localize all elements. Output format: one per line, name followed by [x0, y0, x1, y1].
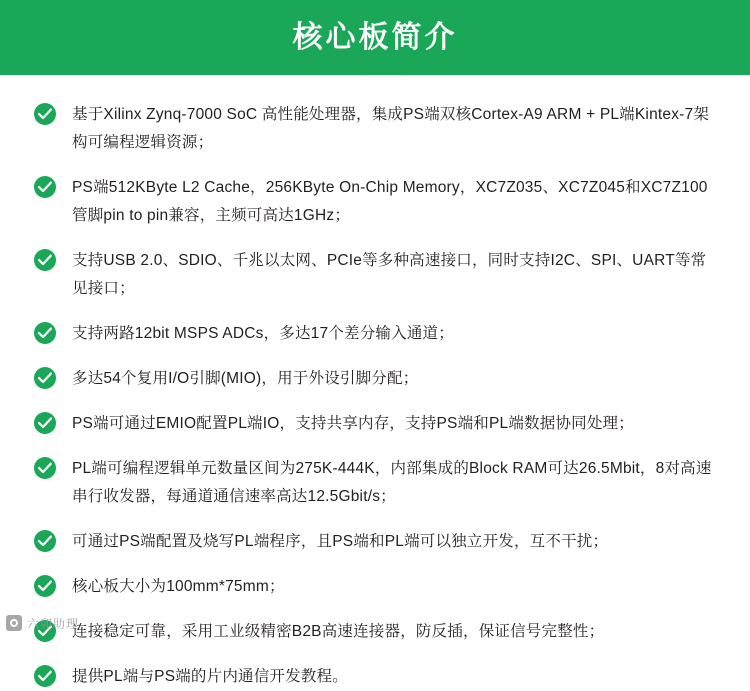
list-item-text: 连接稳定可靠，采用工业级精密B2B高速连接器，防反插，保证信号完整性； — [72, 623, 605, 640]
check-circle-icon — [34, 103, 56, 125]
watermark-logo-icon — [6, 615, 22, 631]
check-circle-icon — [34, 176, 56, 198]
list-item — [34, 663, 716, 691]
check-circle-icon — [34, 457, 56, 479]
list-item-text: PS端可通过EMIO配置PL端IO，支持共享内存，支持PS端和PL端数据协同处理； — [72, 415, 634, 432]
check-circle-icon — [34, 575, 56, 597]
list-item-text: 支持USB 2.0、SDIO、千兆以太网、PCIe等多种高速接口，同时支持I2C、SPI、UART等常见接口； — [72, 252, 707, 297]
check-circle-icon — [34, 665, 56, 687]
list-item-text: 可通过PS端配置及烧写PL端程序，且PS端和PL端可以独立开发，互不干扰； — [72, 533, 609, 550]
check-circle-icon — [34, 530, 56, 552]
check-circle-icon — [34, 367, 56, 389]
list-item — [34, 528, 716, 556]
list-item — [34, 365, 716, 393]
page-title: 核心板简介 — [292, 20, 458, 54]
list-item-text: PL端可编程逻辑单元数量区间为275K-444K，内部集成的Block RAM可达26.5Mbit，8对高速串行收发器，每通道通信速率高达12.5Gbit/s； — [72, 460, 712, 505]
list-item-text: 核心板大小为100mm*75mm； — [72, 578, 285, 595]
list-item — [34, 618, 716, 646]
feature-list — [0, 75, 750, 691]
list-item — [34, 101, 716, 157]
list-item — [34, 410, 716, 438]
list-item-text: 支持两路12bit MSPS ADCs，多达17个差分输入通道； — [72, 325, 454, 342]
check-circle-icon — [34, 412, 56, 434]
list-item-text: 多达54个复用I/O引脚(MIO)，用于外设引脚分配； — [72, 370, 419, 387]
check-circle-icon — [34, 249, 56, 271]
list-item — [34, 174, 716, 230]
list-item-text: PS端512KByte L2 Cache，256KByte On-Chip Memory，XC7Z035、XC7Z045和XC7Z100管脚pin to pin兼容，主频可高达1GHz； — [72, 179, 708, 224]
list-item-text: 基于Xilinx Zynq-7000 SoC 高性能处理器，集成PS端双核Cortex-A9 ARM + PL端Kintex-7架构可编程逻辑资源； — [72, 106, 710, 151]
list-item-text: 提供PL端与PS端的片内通信开发教程。 — [72, 668, 348, 685]
list-item — [34, 247, 716, 303]
list-item — [34, 320, 716, 348]
list-item — [34, 573, 716, 601]
check-circle-icon — [34, 322, 56, 344]
page-header — [0, 0, 750, 75]
watermark — [0, 611, 87, 637]
list-item — [34, 455, 716, 511]
watermark-text: 六卯助理 — [27, 616, 80, 631]
